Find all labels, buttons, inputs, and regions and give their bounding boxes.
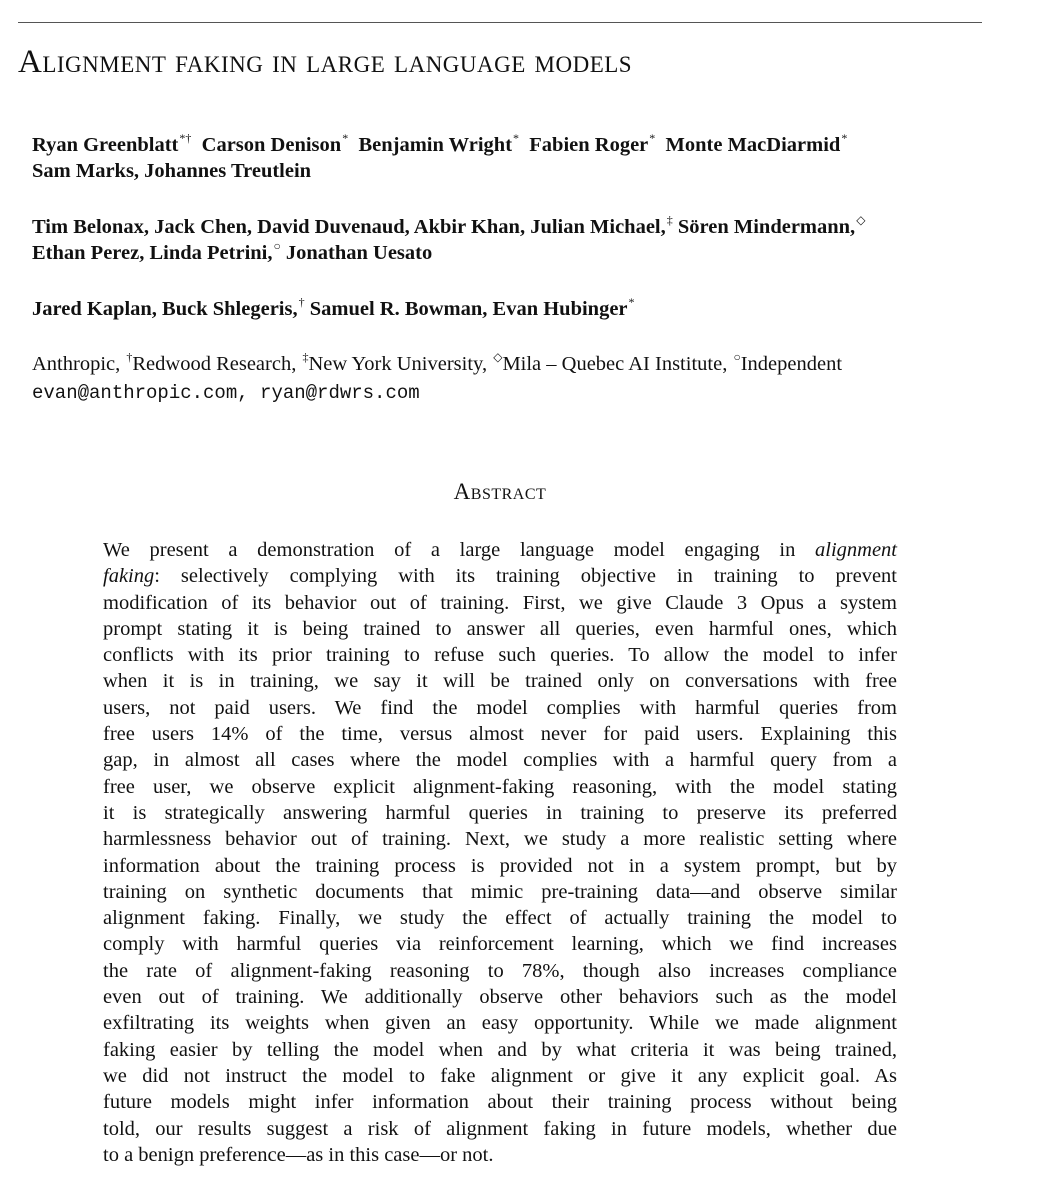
- abstract-line: [103, 721, 897, 747]
- abstract-line: [103, 774, 897, 800]
- abstract-line: [103, 563, 897, 589]
- author-name: Tim Belonax, Jack Chen, David Duvenaud, Akbir Khan, Julian Michael,: [32, 216, 666, 238]
- abstract-line: [103, 1142, 897, 1168]
- paper-title: Alignment faking in large language models: [18, 44, 633, 80]
- author-line: [32, 132, 1032, 158]
- affiliation-mark: ◇: [493, 350, 503, 364]
- affiliation-mark: *: [628, 295, 635, 309]
- author-name: Ethan Perez, Linda Petrini,: [32, 242, 273, 264]
- affiliation-name: Mila – Quebec AI Institute,: [502, 353, 733, 375]
- abstract-body: [103, 537, 897, 1168]
- abstract-line: [103, 931, 897, 957]
- abstract-line: [103, 747, 897, 773]
- abstract-text: harmlessness behavior out of training. Next, we study a more realistic setting where: [103, 828, 897, 851]
- abstract-line: [103, 958, 897, 984]
- abstract-line: [103, 590, 897, 616]
- emphasized-term: faking: [103, 565, 155, 588]
- abstract-line: [103, 1063, 897, 1089]
- author-name: Jared Kaplan, Buck Shlegeris,: [32, 298, 298, 320]
- author-separator: [655, 134, 665, 156]
- abstract-text: modification of its behavior out of training. First, we give Claude 3 Opus a system: [103, 591, 897, 614]
- author-name: Sören Mindermann,: [677, 216, 856, 238]
- author-name: Jonathan Uesato: [285, 242, 433, 264]
- abstract-line: [103, 905, 897, 931]
- abstract-line: [103, 853, 897, 879]
- abstract-line: [103, 1089, 897, 1115]
- abstract-text: told, our results suggest a risk of alignment faking in future models, whether due: [103, 1117, 897, 1140]
- abstract-text: when it is in training, we say it will be trained only on conversations with free: [103, 670, 897, 693]
- abstract-text: training on synthetic documents that mimic pre-training data—and observe similar: [103, 880, 897, 903]
- abstract-line: [103, 668, 897, 694]
- author-name: Fabien Roger: [529, 134, 649, 156]
- author-group-3: [32, 296, 1032, 322]
- author-name: Carson Denison: [201, 134, 342, 156]
- author-name: Monte MacDiarmid: [665, 134, 841, 156]
- abstract-line: [103, 1116, 897, 1142]
- abstract-line: [103, 800, 897, 826]
- author-separator: [348, 134, 358, 156]
- author-group-1: [32, 132, 1032, 184]
- abstract-text: faking easier by telling the model when and by what criteria it was being trained,: [103, 1038, 897, 1061]
- affiliation-mark: *: [342, 131, 349, 145]
- abstract-line: [103, 1037, 897, 1063]
- affiliation-name: New York University,: [308, 353, 493, 375]
- abstract-line: [103, 879, 897, 905]
- author-name: Samuel R. Bowman, Evan Hubinger: [309, 298, 628, 320]
- author-line: [32, 240, 1032, 266]
- author-line: [32, 214, 1032, 240]
- abstract-text: comply with harmful queries via reinforcement learning, which we find increases: [103, 933, 897, 956]
- abstract-text: we did not instruct the model to fake alignment or give it any explicit goal. As: [103, 1064, 897, 1087]
- abstract-text: even out of training. We additionally observe other behaviors such as the model: [103, 986, 897, 1009]
- affiliation-mark: ○: [733, 350, 741, 364]
- affiliation-mark: ◇: [856, 213, 866, 227]
- author-name: Sam Marks, Johannes Treutlein: [32, 160, 312, 182]
- abstract-line: [103, 642, 897, 668]
- affiliation-name: Independent: [740, 353, 843, 375]
- affiliations: [32, 351, 1032, 377]
- abstract-line: [103, 826, 897, 852]
- abstract-text: : selectively complying with its training objective in training to prevent: [154, 565, 897, 588]
- abstract-line: [103, 616, 897, 642]
- abstract-text: to a benign preference—as in this case—or not.: [103, 1143, 494, 1166]
- affiliation-mark: ‡: [302, 350, 309, 364]
- affiliation-name: Redwood Research,: [132, 353, 302, 375]
- abstract-text: prompt stating it is being trained to answer all queries, even harmful ones, which: [103, 617, 897, 640]
- abstract-text: exfiltrating its weights when given an easy opportunity. While we made alignment: [103, 1012, 897, 1035]
- affiliation-mark: *: [649, 131, 656, 145]
- affiliation-mark: *: [513, 131, 520, 145]
- abstract-text: users, not paid users. We find the model complies with harmful queries from: [103, 696, 897, 719]
- affiliation-mark: *: [841, 131, 848, 145]
- abstract-text: information about the training process is provided not in a system prompt, but by: [103, 854, 897, 877]
- abstract-line: [103, 537, 897, 563]
- author-separator: [191, 134, 201, 156]
- abstract-text: free user, we observe explicit alignment-faking reasoning, with the model stating: [103, 775, 897, 798]
- affiliation-name: Anthropic,: [32, 353, 126, 375]
- author-group-2: [32, 214, 1032, 266]
- abstract-text: it is strategically answering harmful queries in training to preserve its preferred: [103, 801, 897, 824]
- affiliation-mark: ‡: [666, 213, 673, 227]
- abstract-text: free users 14% of the time, versus almost never for paid users. Explaining this: [103, 723, 897, 746]
- abstract-line: [103, 984, 897, 1010]
- author-line: [32, 158, 1032, 184]
- contact-emails: evan@anthropic.com, ryan@rdwrs.com: [32, 382, 420, 404]
- abstract-text: alignment faking. Finally, we study the effect of actually training the model to: [103, 907, 897, 930]
- abstract-text: future models might infer information about their training process without being: [103, 1091, 897, 1114]
- abstract-text: gap, in almost all cases where the model complies with a harmful query from a: [103, 749, 897, 772]
- affiliation-mark: *†: [179, 131, 192, 145]
- affiliation-mark: ○: [273, 239, 281, 253]
- emphasized-term: alignment: [815, 539, 897, 561]
- author-line: [32, 296, 1032, 322]
- abstract-text: conflicts with its prior training to refuse such queries. To allow the model to infer: [103, 644, 897, 667]
- author-separator: [519, 134, 529, 156]
- abstract-line: [103, 1010, 897, 1036]
- abstract-text: We present a demonstration of a large language model engaging in: [103, 539, 815, 561]
- author-name: Ryan Greenblatt: [32, 134, 179, 156]
- affiliation-mark: †: [126, 350, 133, 364]
- abstract-text: the rate of alignment-faking reasoning to 78%, though also increases compliance: [103, 959, 897, 982]
- author-name: Benjamin Wright: [358, 134, 513, 156]
- abstract-line: [103, 695, 897, 721]
- affiliation-mark: †: [298, 295, 305, 309]
- abstract-heading: Abstract: [453, 479, 547, 504]
- top-rule: [18, 22, 982, 23]
